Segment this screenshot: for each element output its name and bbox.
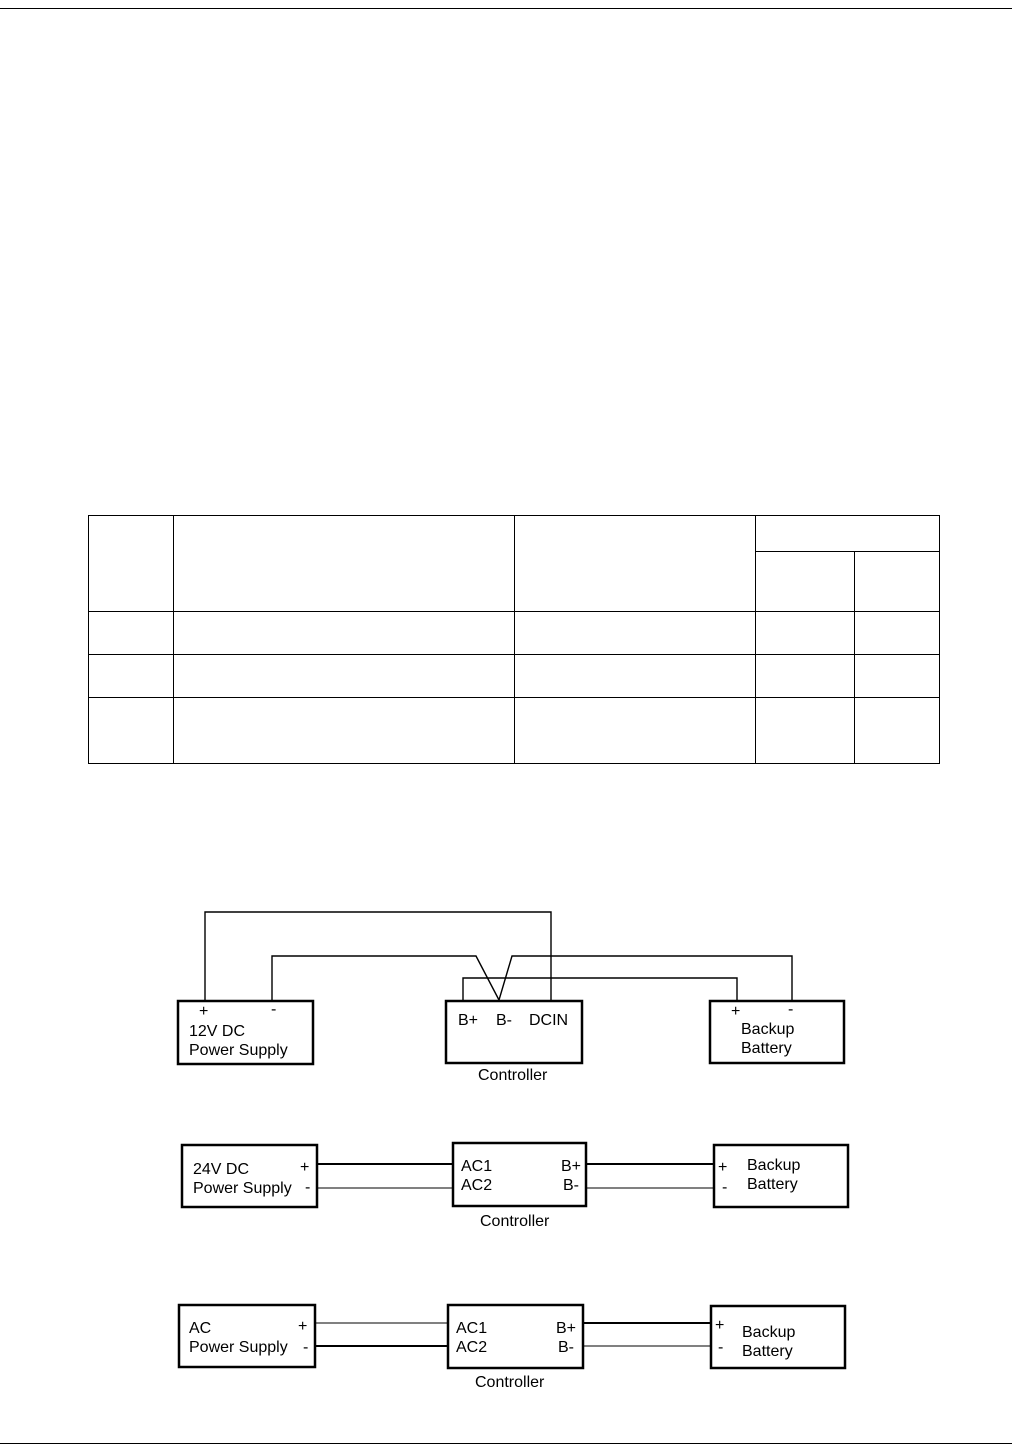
controller-caption: Controller — [478, 1067, 548, 1084]
controller-box — [446, 1001, 582, 1063]
power-supply-title: 24V DC — [193, 1161, 250, 1178]
power-supply-subtitle: Power Supply — [193, 1180, 292, 1197]
battery-plus-label: + — [715, 1317, 725, 1334]
power-supply-minus-label: - — [303, 1339, 309, 1356]
power-supply-plus-label: + — [298, 1318, 308, 1335]
controller-caption: Controller — [480, 1213, 550, 1230]
wires — [317, 1164, 714, 1188]
controller-terminal-bminus: B- — [496, 1012, 512, 1029]
battery-minus-label: - — [722, 1179, 728, 1196]
controller-terminal-bplus: B+ — [458, 1012, 479, 1029]
battery-subtitle: Battery — [742, 1343, 793, 1360]
power-supply-title: 12V DC — [189, 1023, 246, 1040]
battery-title: Backup — [742, 1324, 796, 1341]
controller-caption: Controller — [475, 1374, 545, 1391]
diagram-12v-dc — [178, 912, 844, 1084]
controller-terminal-dcin: DCIN — [529, 1012, 569, 1029]
controller-terminal-bminus: B- — [558, 1339, 574, 1356]
wires — [315, 1323, 711, 1346]
controller-terminal-bminus: B- — [563, 1177, 579, 1194]
power-supply-subtitle: Power Supply — [189, 1339, 288, 1356]
battery-plus-label: + — [718, 1159, 728, 1176]
controller-input-ac2: AC2 — [456, 1339, 488, 1356]
battery-subtitle: Battery — [747, 1176, 798, 1193]
battery-minus-label: - — [718, 1339, 724, 1356]
battery-title: Backup — [747, 1157, 801, 1174]
battery-title: Backup — [741, 1021, 795, 1038]
battery-plus-label: + — [731, 1003, 741, 1020]
power-supply-plus-label: + — [300, 1159, 310, 1176]
power-supply-subtitle: Power Supply — [189, 1042, 288, 1059]
diagram-ac — [179, 1305, 845, 1391]
controller-terminal-bplus: B+ — [556, 1320, 577, 1337]
power-supply-minus-label: - — [271, 1001, 277, 1018]
controller-input-ac1: AC1 — [456, 1320, 488, 1337]
power-supply-title: AC — [189, 1320, 212, 1337]
power-supply-minus-label: - — [305, 1179, 311, 1196]
battery-subtitle: Battery — [741, 1040, 792, 1057]
diagram-24v-dc — [182, 1143, 848, 1230]
controller-input-ac1: AC1 — [461, 1158, 493, 1175]
battery-minus-label: - — [788, 1001, 794, 1018]
controller-terminal-bplus: B+ — [561, 1158, 582, 1175]
power-supply-plus-label: + — [199, 1003, 209, 1020]
controller-input-ac2: AC2 — [461, 1177, 493, 1194]
wires — [205, 912, 792, 1002]
